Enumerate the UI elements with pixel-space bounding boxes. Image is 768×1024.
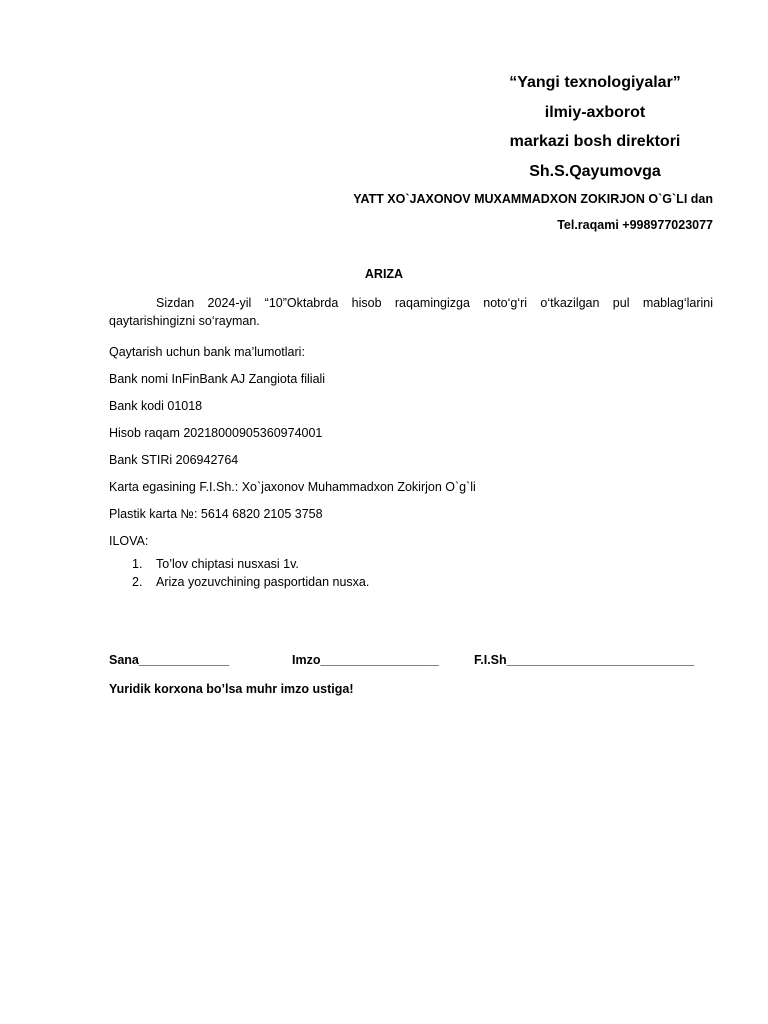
addressee-line-2: ilmiy-axborot (544, 103, 646, 121)
date-field: Sana_____________ (109, 653, 230, 667)
list-item (109, 555, 713, 573)
signature-field: Imzo_________________ (292, 653, 439, 667)
document-title: ARIZA (364, 267, 404, 281)
bank-stir: Bank STIRi 206942764 (109, 453, 239, 467)
bank-intro: Qaytarish uchun bank ma’lumotlari: (109, 345, 305, 359)
sender-name: YATT XO`JAXONOV MUXAMMADXON ZOKIRJON O`G`LI dan (353, 192, 713, 206)
full-name-field: F.I.Sh___________________________ (474, 653, 695, 667)
bank-code: Bank kodi 01018 (109, 399, 203, 413)
sender-block (353, 186, 713, 238)
account-number: Hisob raqam 20218000905360974001 (109, 426, 323, 440)
sender-phone: Tel.raqami +998977023077 (557, 218, 713, 232)
ilova-label: ILOVA: (109, 534, 149, 548)
stamp-note: Yuridik korxona bo’lsa muhr imzo ustiga! (109, 682, 354, 696)
card-number: Plastik karta №: 5614 6820 2105 3758 (109, 507, 323, 521)
addressee-line-3: markazi bosh direktori (509, 133, 681, 150)
addressee-line-4: Sh.S.Qayumovga (529, 162, 661, 180)
list-item-text: Ariza yozuvchining pasportidan nusxa. (156, 575, 370, 589)
list-item (109, 573, 713, 591)
document-body (109, 294, 713, 591)
list-item-number: 2. (132, 575, 143, 589)
addressee-line-1: “Yangi texnologiyalar” (509, 74, 681, 91)
addressee-block (470, 68, 720, 186)
ilova-list (109, 555, 713, 591)
card-owner: Karta egasining F.I.Sh.: Xo`jaxonov Muhammadxon Zokirjon O`g`li (109, 480, 476, 494)
list-item-number: 1. (132, 557, 143, 571)
bank-name: Bank nomi InFinBank AJ Zangiota filiali (109, 372, 326, 386)
list-item-text: To’lov chiptasi nusxasi 1v. (156, 557, 299, 571)
main-paragraph: Sizdan 2024-yil “10”Oktabrda hisob raqamingizga noto‘g‘ri o‘tkazilgan pul mablag‘larini qaytarishingizni so‘rayman. (109, 296, 713, 328)
